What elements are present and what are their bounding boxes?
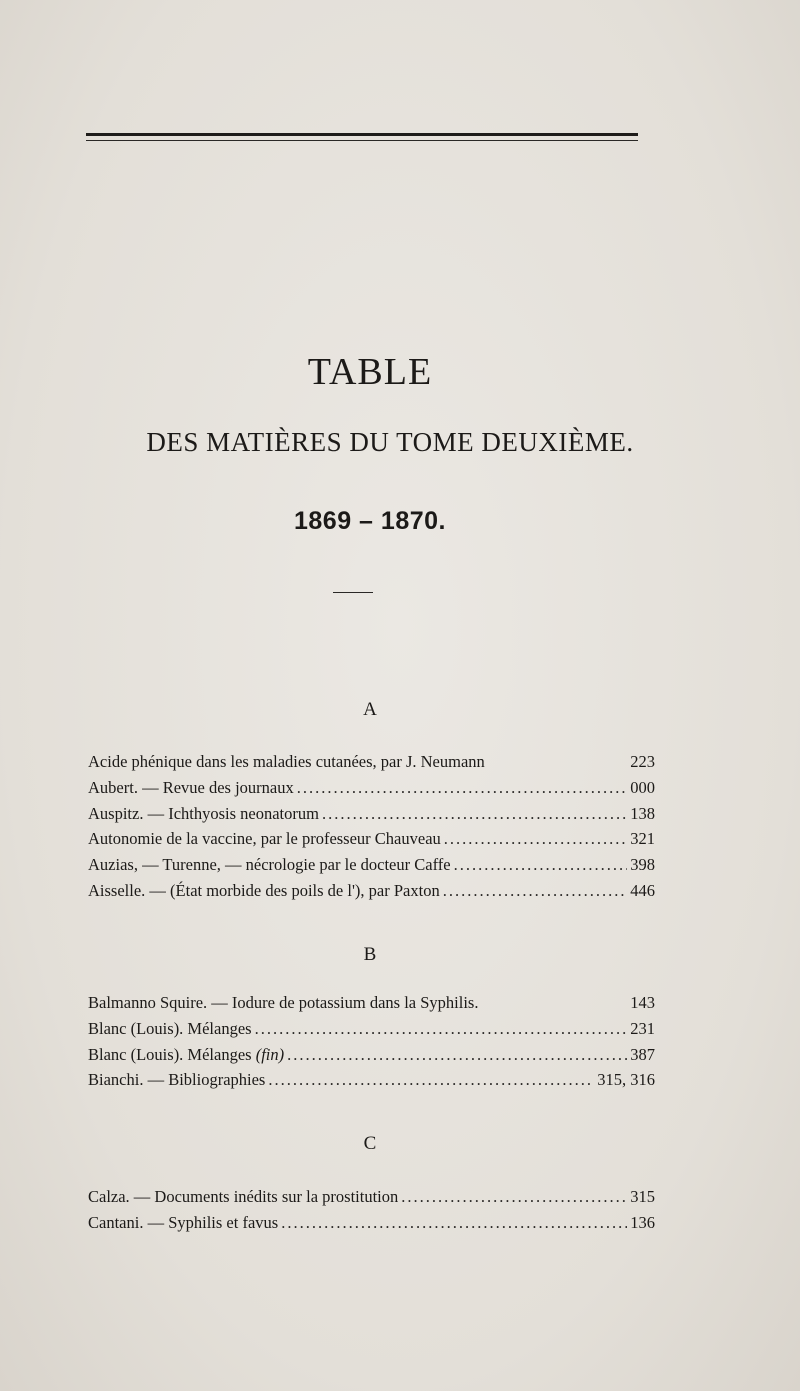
dot-leader bbox=[287, 1042, 627, 1068]
entry-page: 223 bbox=[630, 752, 656, 771]
section-b-entries bbox=[88, 990, 655, 1093]
volume-years: 1869 – 1870. bbox=[294, 507, 446, 535]
page-subtitle: DES MATIÈRES DU TOME DEUXIÈME. bbox=[146, 427, 634, 457]
entry-label: Bianchi. — Bibliographies bbox=[88, 1070, 266, 1090]
entry-page: 321 bbox=[630, 829, 655, 849]
dot-leader bbox=[281, 1210, 627, 1236]
section-letter-c: C bbox=[363, 1133, 377, 1154]
index-entry bbox=[88, 878, 655, 904]
short-divider bbox=[333, 592, 373, 593]
index-entry bbox=[88, 1184, 655, 1210]
index-entry bbox=[88, 826, 655, 852]
index-entry bbox=[88, 852, 655, 878]
dot-leader bbox=[444, 826, 627, 852]
dot-leader bbox=[322, 801, 627, 827]
index-entry bbox=[88, 1016, 655, 1042]
index-entry bbox=[88, 1067, 655, 1093]
entry-label: Blanc (Louis). Mélanges bbox=[88, 1018, 252, 1038]
entry-label: Autonomie de la vaccine, par le professeur Chauveau bbox=[88, 829, 441, 849]
dot-leader bbox=[268, 1067, 594, 1093]
entry-label: Cantani. — Syphilis et favus bbox=[88, 1212, 279, 1232]
entry-label bbox=[88, 1042, 284, 1068]
section-a-entries bbox=[88, 749, 655, 904]
entry-label: Aubert. — Revue des journaux bbox=[88, 777, 294, 797]
index-entry bbox=[88, 990, 655, 1016]
entry-page: 000 bbox=[630, 777, 655, 797]
entry-page: 398 bbox=[630, 855, 655, 875]
index-entry bbox=[88, 801, 655, 827]
section-c-entries bbox=[88, 1184, 655, 1236]
entry-label: Auzias, — Turenne, — nécrologie par le docteur Caffe bbox=[88, 855, 451, 875]
entry-page: 446 bbox=[630, 880, 655, 900]
header-rule-thin bbox=[86, 140, 638, 141]
entry-page: 231 bbox=[630, 1018, 655, 1038]
entry-page: 136 bbox=[630, 1212, 655, 1232]
index-entry bbox=[88, 1210, 655, 1236]
entry-page: 315, 316 bbox=[597, 1070, 655, 1090]
dot-leader bbox=[443, 878, 628, 904]
entry-label-suffix: (fin) bbox=[255, 1044, 285, 1064]
entry-page: 315 bbox=[630, 1187, 655, 1206]
index-entry bbox=[88, 775, 655, 801]
index-entry bbox=[88, 749, 655, 775]
entry-label: Acide phénique dans les maladies cutanées, par J. Neumann bbox=[88, 752, 485, 771]
dot-leader bbox=[401, 1184, 627, 1210]
entry-page: 138 bbox=[630, 803, 655, 823]
entry-label: Calza. — Documents inédits sur la prostitution bbox=[88, 1187, 399, 1206]
entry-label: Auspitz. — Ichthyosis neonatorum bbox=[88, 803, 319, 823]
dot-leader bbox=[454, 852, 628, 878]
section-letter-a: A bbox=[363, 699, 377, 720]
dot-leader bbox=[297, 775, 628, 801]
entry-page: 387 bbox=[630, 1044, 655, 1064]
header-rule-thick bbox=[86, 133, 638, 136]
entry-label: Balmanno Squire. — Iodure de potassium dans la Syphilis. bbox=[88, 993, 479, 1012]
index-entry bbox=[88, 1042, 655, 1068]
dot-leader bbox=[255, 1016, 628, 1042]
page-title: TABLE bbox=[307, 351, 433, 393]
section-letter-b: B bbox=[363, 944, 377, 965]
entry-label: Aisselle. — (État morbide des poils de l'), par Paxton bbox=[88, 880, 440, 900]
entry-page: 143 bbox=[630, 993, 655, 1012]
entry-label-main: Blanc (Louis). Mélanges bbox=[88, 1044, 252, 1064]
